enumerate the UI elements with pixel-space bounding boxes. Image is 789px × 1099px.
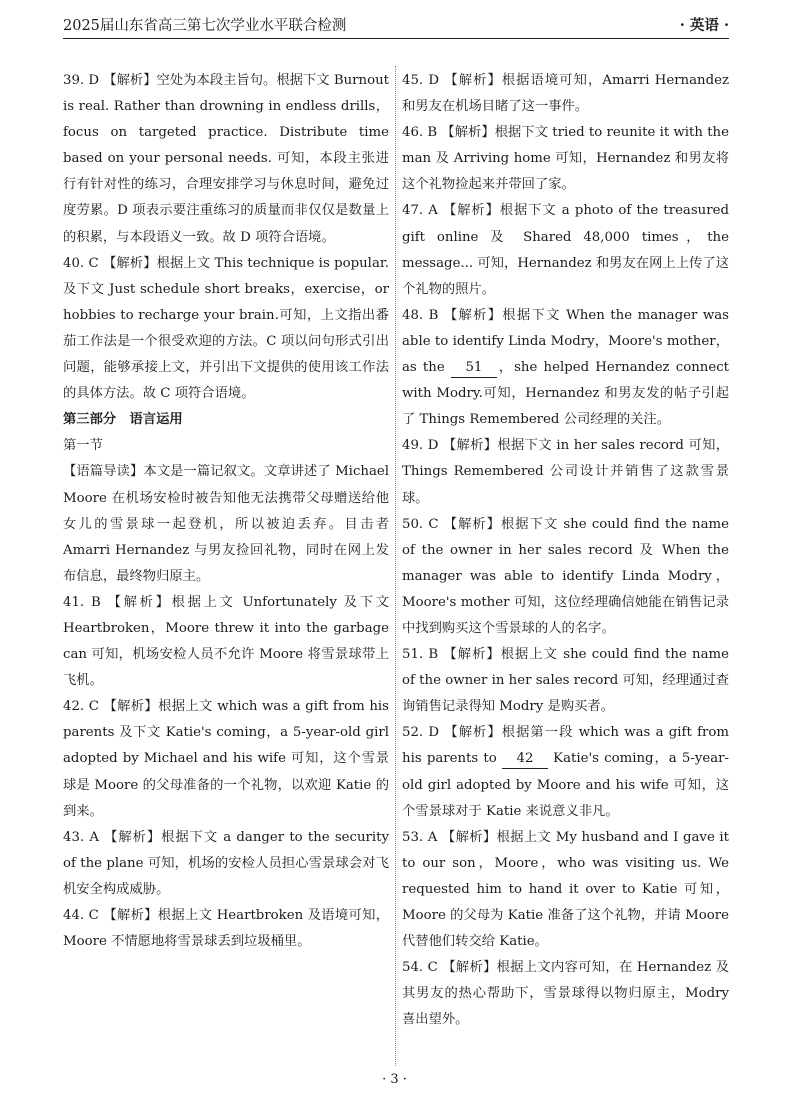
page-number: · 3 · <box>382 1072 407 1087</box>
answer-46: 46. B 【解析】根据下文 tried to reunite it with the man 及 Arriving home 可知，Hernandez 和男友将这个礼物捡起来并带回了家。 <box>402 125 729 193</box>
answer-42: 42. C 【解析】根据上文 which was a gift from his parents 及下文 Katie's coming，a 5-year-old girl adopted by Michael and his wife 可知，这个雪景球是 Moore 的父母准备的一个礼物，以欢迎 Katie 的到来。 <box>63 699 389 819</box>
answer-41: 41. B 【解析】根据上文 Unfortunately 及下文 Heartbroken，Moore threw it into the garbage can 可知，机场安检人员不允许 Moore 将雪景球带上飞机。 <box>63 594 389 689</box>
answer-43: 43. A 【解析】根据下文 a danger to the security of the plane 可知，机场的安检人员担心雪景球会对飞机安全构成威胁。 <box>63 829 389 897</box>
blank-42: 42 <box>502 750 548 769</box>
right-column <box>402 68 729 1033</box>
blank-51: 51 <box>451 359 497 378</box>
answer-44: 44. C 【解析】根据上文 Heartbroken 及语境可知，Moore 不情愿地将雪景球丢到垃圾桶里。 <box>63 908 389 950</box>
section-title: 第三部分 语言运用 <box>63 412 183 428</box>
column-divider <box>395 66 396 1066</box>
answer-48 <box>402 303 729 433</box>
answer-48-part2: ，she helped Hernandez connect with Modry.可知，Hernandez 和男友发的帖子引起了 Things Remembered 公司经理的关注。 <box>402 360 729 428</box>
exam-title: 2025届山东省高三第七次学业水平联合检测 <box>63 18 347 34</box>
answer-47: 47. A 【解析】根据下文 a photo of the treasured gift online 及 Shared 48,000 times，the message... 可知，Hernandez 和男友在网上上传了这个礼物的照片。 <box>402 203 729 297</box>
answer-51: 51. B 【解析】根据上文 she could find the name of the owner in her sales record 可知，经理通过查询销售记录得知 Modry 是购买者。 <box>402 647 729 715</box>
subject-label: · 英语 · <box>679 17 729 34</box>
answer-48-part1: 48. B 【解析】根据下文 When the manager was able to identify Linda Modry，Moore's mother，as the <box>402 307 729 376</box>
answer-39: 39. D 【解析】空处为本段主旨句。根据下文 Burnout is real. Rather than drowning in endless drills，focus on targeted practice. Distribute time based on your personal needs. 可知，本段主张进行有针对性的练习，合理安排学习与休息时间，避免过度劳累。D 项表示要注重练习的质量而非仅仅是数量上的积累，与本段语义一致。故 D 项符合语境。 <box>63 73 389 245</box>
answer-45: 45. D 【解析】根据语境可知，Amarri Hernandez 和男友在机场目睹了这一事件。 <box>402 73 729 115</box>
answer-52-part1: 52. D 【解析】根据第一段 which was a gift from his parents to <box>402 725 729 767</box>
subsection-title: 第一节 <box>63 438 103 454</box>
answer-52 <box>402 720 729 824</box>
passage-intro: 【语篇导读】本文是一篇记叙文。文章讲述了 Michael Moore 在机场安检时被告知他无法携带父母赠送给他女儿的雪景球一起登机，所以被迫丢弃。目击者 Amarri Hernandez 与男友捡回礼物，同时在网上发布信息，最终物归原主。 <box>63 464 389 584</box>
answer-49: 49. D 【解析】根据下文 in her sales record 可知，Things Remembered 公司设计并销售了这款雪景球。 <box>402 438 729 506</box>
answer-50: 50. C 【解析】根据下文 she could find the name of the owner in her sales record 及 When the manager was able to identify Linda Modry，Moore's mother 可知，这位经理确信她能在销售记录中找到购买这个雪景球的人的名字。 <box>402 516 729 636</box>
answer-40: 40. C 【解析】根据上文 This technique is popular. 及下文 Just schedule short breaks，exercise，or hobbies to recharge your brain.可知，上文指出番茄工作法是一个很受欢迎的方法。C 项以问句形式引出问题，能够承接上文，并引出下文提供的使用该工作法的具体方法。故 C 项符合语境。 <box>63 255 389 402</box>
left-column <box>63 68 389 955</box>
answer-53: 53. A 【解析】根据上文 My husband and I gave it to our son，Moore，who was visiting us. We requested him to hand it over to Katie 可知，Moore 的父母为 Katie 准备了这个礼物，并请 Moore 代替他们转交给 Katie。 <box>402 829 729 950</box>
answer-54: 54. C 【解析】根据上文内容可知，在 Hernandez 及其男友的热心帮助下，雪景球得以物归原主，Modry 喜出望外。 <box>402 960 729 1028</box>
page-header <box>63 14 729 39</box>
answer-52-part2: Katie's coming，a 5-year-old girl adopted by Moore and his wife 可知，这个雪景球对于 Katie 来说意义非凡。 <box>402 751 730 819</box>
